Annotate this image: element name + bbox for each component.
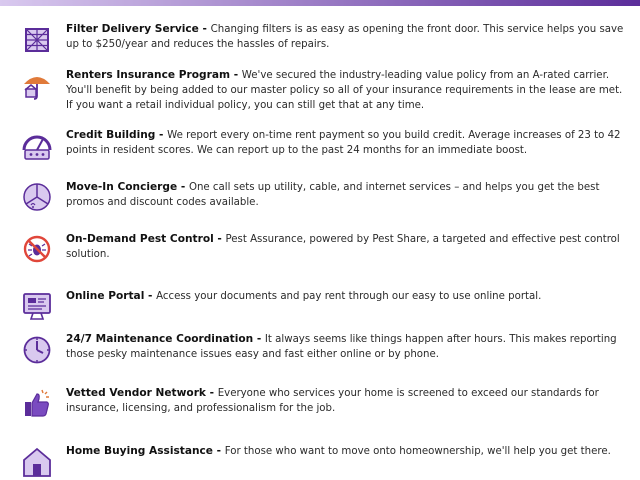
service-title: Credit Building -	[66, 129, 168, 141]
window-grid-icon	[20, 22, 56, 58]
service-title: Move-In Concierge -	[66, 181, 189, 193]
service-description: Access your documents and pay rent through our easy to use online portal.	[156, 291, 542, 302]
service-description: Changing filters is as easy as opening the front door. This service helps you save up to $250/year and reduces the hassles of repairs.	[66, 24, 624, 51]
service-description: Everyone who services your home is screened to exceed our standards for insurance, licensing, and professionalism for the job.	[66, 388, 599, 415]
service-title: On-Demand Pest Control -	[66, 233, 226, 245]
service-description: Pest Assurance, powered by Pest Share, a targeted and effective pest control solution.	[66, 234, 620, 261]
no-pest-icon	[20, 232, 56, 268]
service-title: Online Portal -	[66, 290, 157, 302]
top-cropped-banner	[0, 0, 640, 6]
monitor-icon	[20, 289, 56, 325]
service-description: We report every on-time rent payment so you build credit. Average increases of 23 to 42 points in resident scores. We can report up to the past 24 months for an immediate boost.	[66, 130, 621, 157]
service-title: 24/7 Maintenance Coordination -	[66, 333, 265, 345]
service-title: Home Buying Assistance -	[66, 445, 225, 457]
credit-gauge-icon	[20, 128, 56, 164]
clock-icon	[20, 332, 56, 368]
service-description: It always seems like things happen after hours. This makes reporting those pesky maintenance issues easy and fast either online or by phone.	[66, 334, 617, 361]
service-title: Filter Delivery Service -	[66, 23, 211, 35]
service-description: For those who want to move onto homeownership, we'll help you get there.	[224, 446, 611, 457]
concierge-dial-icon	[20, 180, 56, 216]
thumbs-up-icon	[20, 386, 56, 422]
service-title: Vetted Vendor Network -	[66, 387, 218, 399]
service-description: We've secured the industry-leading value policy from an A-rated carrier. You'll benefit by being added to our master policy so all of your insurance requirements in the lease are met. If you want a retail individual policy, you can still get that at any time.	[66, 70, 623, 112]
service-description: One call sets up utility, cable, and internet services – and helps you get the best promos and discount codes available.	[66, 182, 600, 209]
house-icon	[20, 444, 56, 480]
umbrella-house-icon	[20, 68, 56, 104]
service-title: Renters Insurance Program -	[66, 69, 242, 81]
